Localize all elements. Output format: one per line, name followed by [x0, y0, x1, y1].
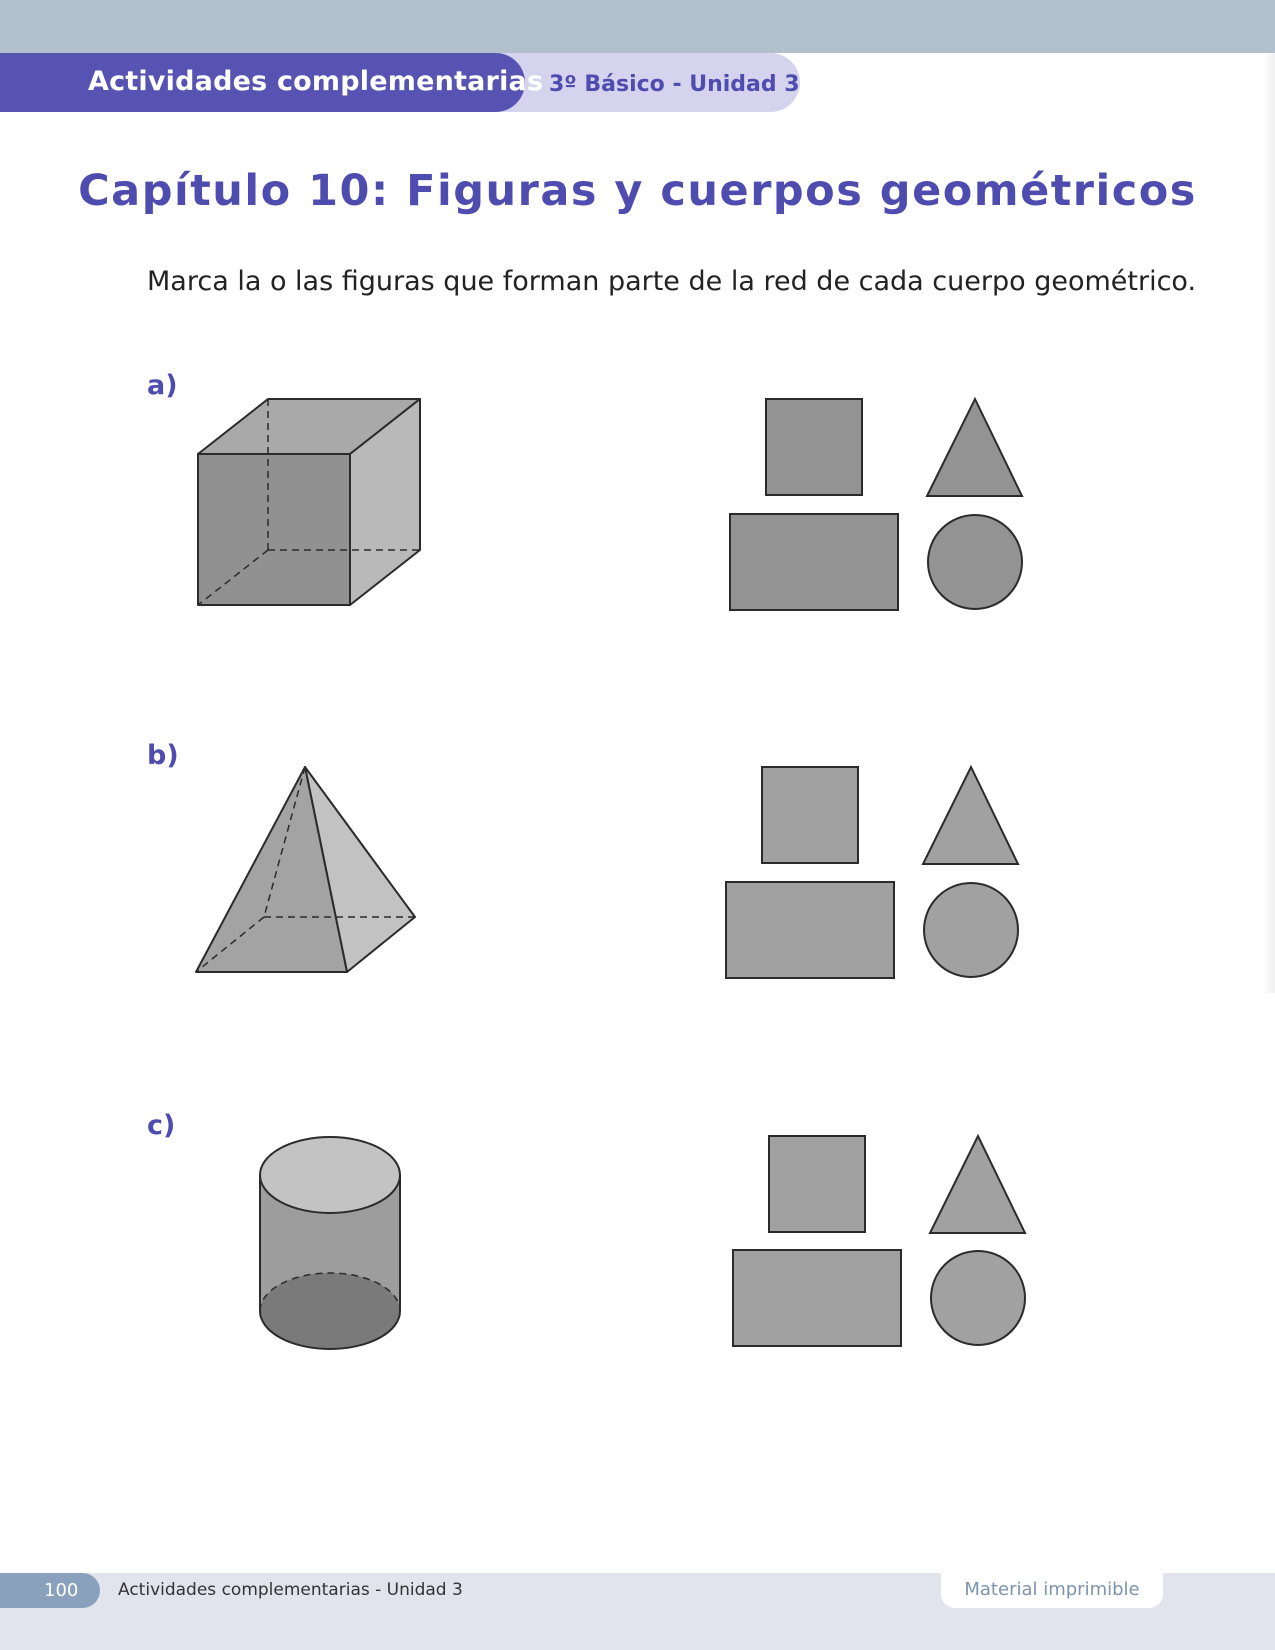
page-number: 100 — [44, 1580, 79, 1601]
option-a-circle[interactable] — [928, 515, 1022, 609]
cylinder-illustration — [260, 1137, 400, 1349]
option-c-circle[interactable] — [931, 1251, 1025, 1345]
options-c — [733, 1136, 1025, 1346]
grade-unit-label: 3º Básico - Unidad 3 — [549, 72, 800, 97]
option-b-triangle[interactable] — [923, 767, 1018, 864]
option-c-triangle[interactable] — [930, 1136, 1025, 1233]
option-a-rectangle[interactable] — [730, 514, 898, 610]
option-b-square[interactable] — [762, 767, 858, 863]
footer-text: Actividades complementarias - Unidad 3 — [118, 1580, 463, 1600]
options-a — [730, 399, 1022, 610]
chapter-title: Capítulo 10: Figuras y cuerpos geométricos — [78, 166, 1197, 216]
cube-illustration — [198, 399, 420, 605]
item-label-b: b) — [147, 740, 179, 771]
option-c-square[interactable] — [769, 1136, 865, 1232]
option-b-rectangle[interactable] — [726, 882, 894, 978]
printable-label: Material imprimible — [964, 1579, 1140, 1600]
option-c-rectangle[interactable] — [733, 1250, 901, 1346]
option-b-circle[interactable] — [924, 883, 1018, 977]
options-b — [726, 767, 1018, 978]
option-a-square[interactable] — [766, 399, 862, 495]
option-a-triangle[interactable] — [927, 399, 1022, 496]
section-title: Actividades complementarias — [88, 66, 544, 97]
item-label-a: a) — [147, 370, 178, 401]
pyramid-illustration — [196, 767, 415, 972]
item-label-c: c) — [147, 1110, 176, 1141]
instruction-text: Marca la o las figuras que forman parte de la red de cada cuerpo geométrico. — [147, 266, 1197, 297]
